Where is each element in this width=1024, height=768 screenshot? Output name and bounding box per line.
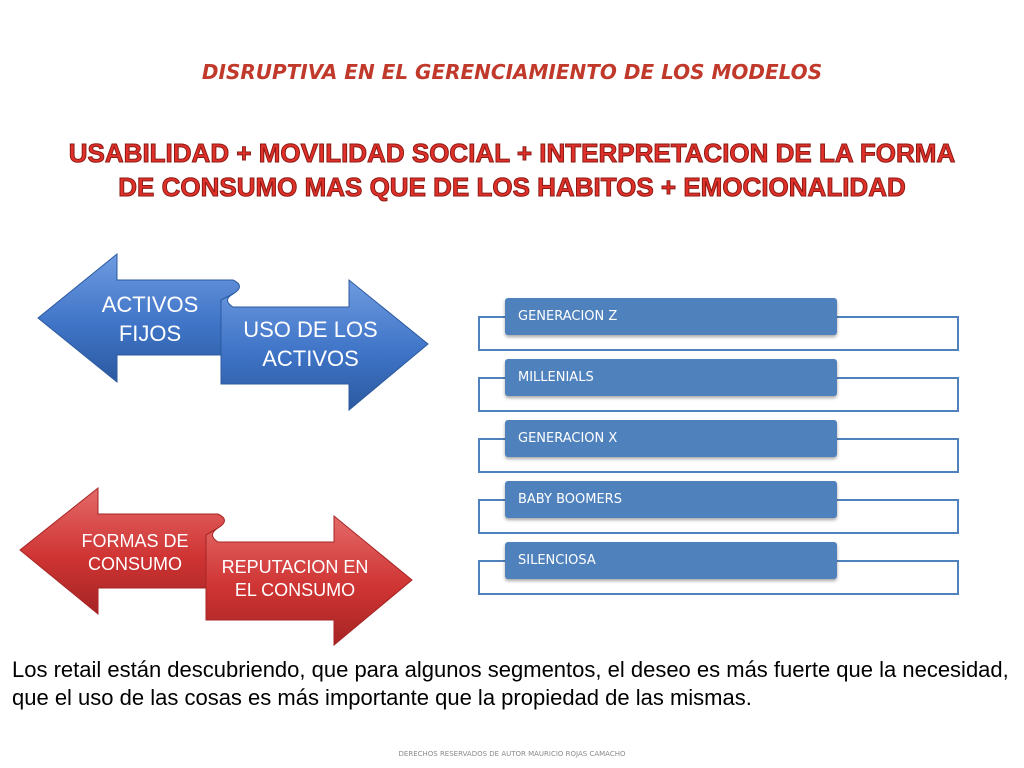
generation-item: SILENCIOSA bbox=[505, 542, 837, 579]
slide-title: DISRUPTIVA EN EL GERENCIAMIENTO DE LOS MODELOS bbox=[201, 60, 823, 84]
generation-item: BABY BOOMERS bbox=[505, 481, 837, 518]
reputacion-en-el-consumo-label: REPUTACION EN EL CONSUMO bbox=[221, 557, 369, 600]
copyright-footer: DERECHOS RESERVADOS DE AUTOR MAURICIO ROJAS CAMACHO bbox=[398, 750, 626, 758]
generation-item: GENERACION X bbox=[505, 420, 837, 457]
generation-item: GENERACION Z bbox=[505, 298, 837, 335]
slide-subtitle: USABILIDAD + MOVILIDAD SOCIAL + INTERPRETACION DE LA FORMA DE CONSUMO MAS QUE DE LOS HABITOS + EMOCIONALIDAD bbox=[68, 138, 956, 202]
generation-item: MILLENIALS bbox=[505, 359, 837, 396]
activos-fijos-label: ACTIVOS FIJOS bbox=[101, 292, 199, 346]
uso-de-los-activos-label: USO DE LOS ACTIVOS bbox=[243, 317, 378, 371]
formas-de-consumo-label: FORMAS DE CONSUMO bbox=[81, 531, 189, 574]
body-paragraph: Los retail están descubriendo, que para algunos segmentos, el deseo es más fuerte que la necesidad, que el uso de las cosas es más importante que la propiedad de las mismas. bbox=[12, 657, 1009, 710]
